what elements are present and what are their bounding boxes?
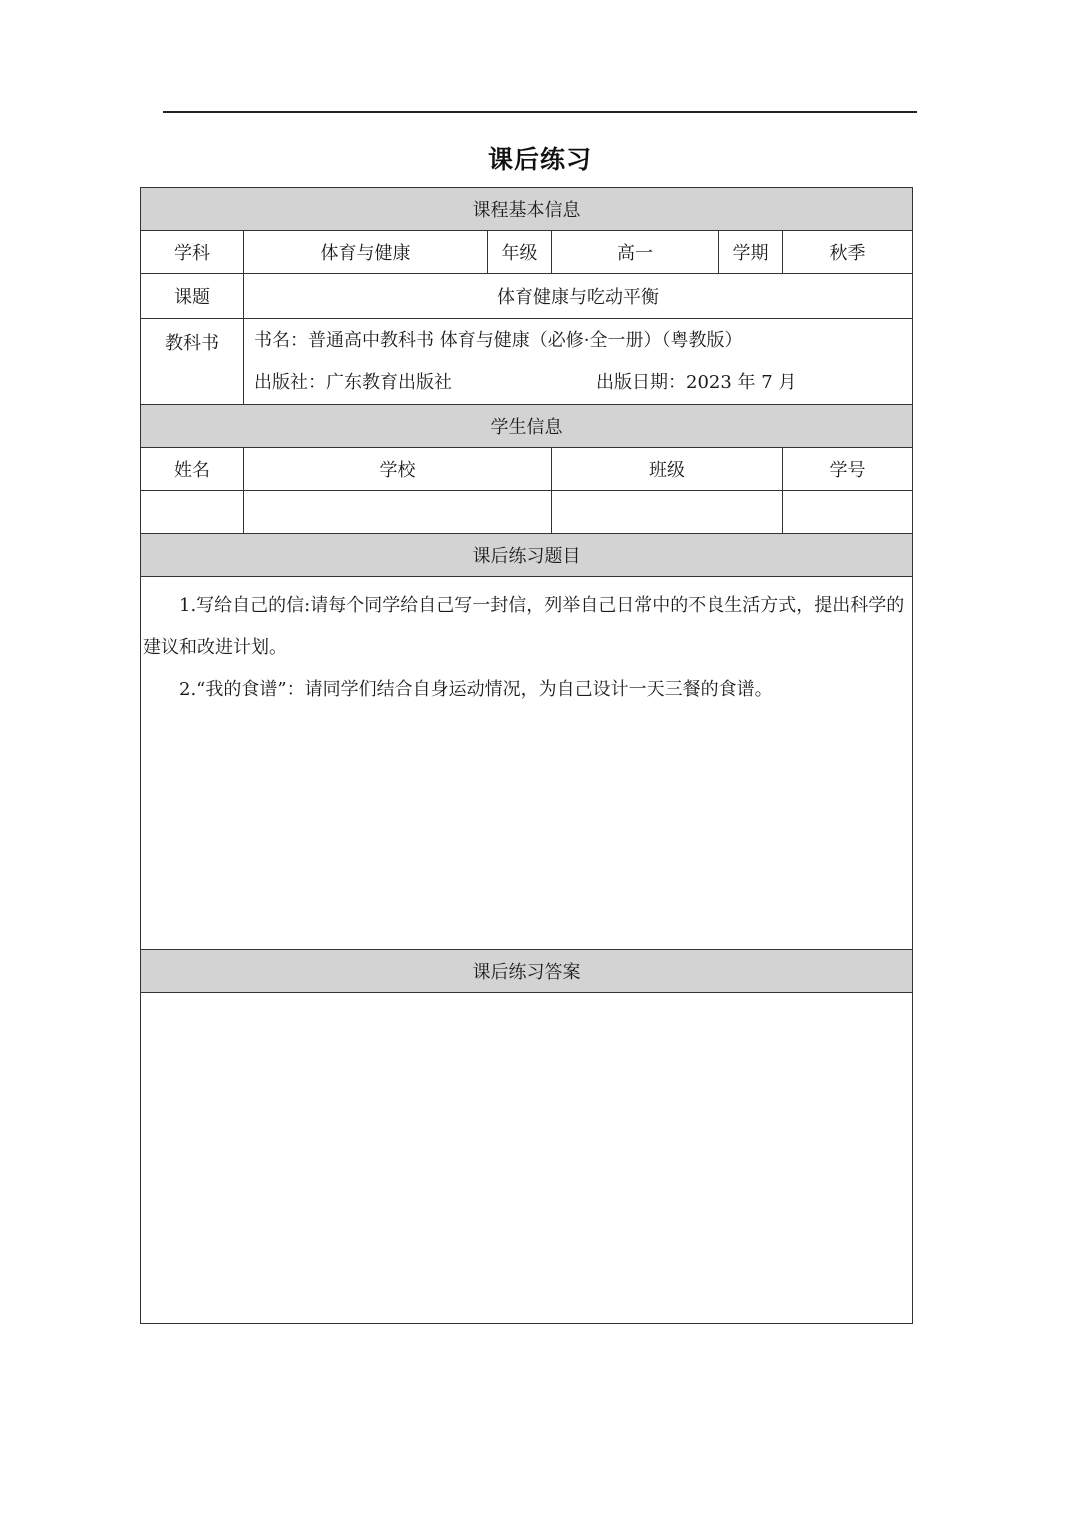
question-2: 2.“我的食谱”：请同学们结合自身运动情况，为自己设计一天三餐的食谱。 xyxy=(179,679,773,700)
publisher-line xyxy=(254,362,902,404)
answers-header: 课后练习答案 xyxy=(141,950,913,993)
answers-header-row xyxy=(141,950,913,993)
worksheet-table xyxy=(140,187,913,1324)
header-rule xyxy=(163,111,917,113)
course-info-header-row xyxy=(141,188,913,231)
grade-value: 高一 xyxy=(552,231,719,274)
exercises-content xyxy=(141,577,913,950)
textbook-name-line xyxy=(254,320,902,362)
name-label: 姓名 xyxy=(141,448,244,491)
student-id-label: 学号 xyxy=(783,448,913,491)
exercises-header: 课后练习题目 xyxy=(141,534,913,577)
textbook-details xyxy=(244,319,913,405)
topic-label: 课题 xyxy=(141,274,244,319)
publisher: 出版社：广东教育出版社 xyxy=(254,371,452,393)
grade-label: 年级 xyxy=(488,231,552,274)
page-title: 课后练习 xyxy=(487,145,592,174)
student-info-header-row xyxy=(141,405,913,448)
exercises-row xyxy=(141,577,913,950)
student-id-field[interactable] xyxy=(783,491,913,534)
question-1: 1.写给自己的信:请每个同学给自己写一封信，列举自己日常中的不良生活方式，提出科学的建议和改进计划。 xyxy=(143,595,905,658)
term-label: 学期 xyxy=(719,231,783,274)
class-label: 班级 xyxy=(552,448,783,491)
term-value: 秋季 xyxy=(783,231,913,274)
class-field[interactable] xyxy=(552,491,783,534)
textbook-row xyxy=(141,319,913,405)
answers-row xyxy=(141,993,913,1324)
exercises-header-row xyxy=(141,534,913,577)
textbook-name: 书名：普通高中教科书 体育与健康（必修·全一册）（粤教版） xyxy=(254,329,743,351)
student-value-row xyxy=(141,491,913,534)
answers-area[interactable] xyxy=(141,993,913,1324)
topic-row xyxy=(141,274,913,319)
topic-value: 体育健康与吃动平衡 xyxy=(244,274,913,319)
school-field[interactable] xyxy=(244,491,552,534)
subject-label: 学科 xyxy=(141,231,244,274)
subject-value: 体育与健康 xyxy=(244,231,488,274)
student-info-header: 学生信息 xyxy=(141,405,913,448)
textbook-label: 教科书 xyxy=(141,319,244,405)
school-label: 学校 xyxy=(244,448,552,491)
name-field[interactable] xyxy=(141,491,244,534)
student-label-row xyxy=(141,448,913,491)
course-info-header: 课程基本信息 xyxy=(141,188,913,231)
subject-row xyxy=(141,231,913,274)
publish-date: 出版日期：2023 年 7 月 xyxy=(596,371,797,393)
